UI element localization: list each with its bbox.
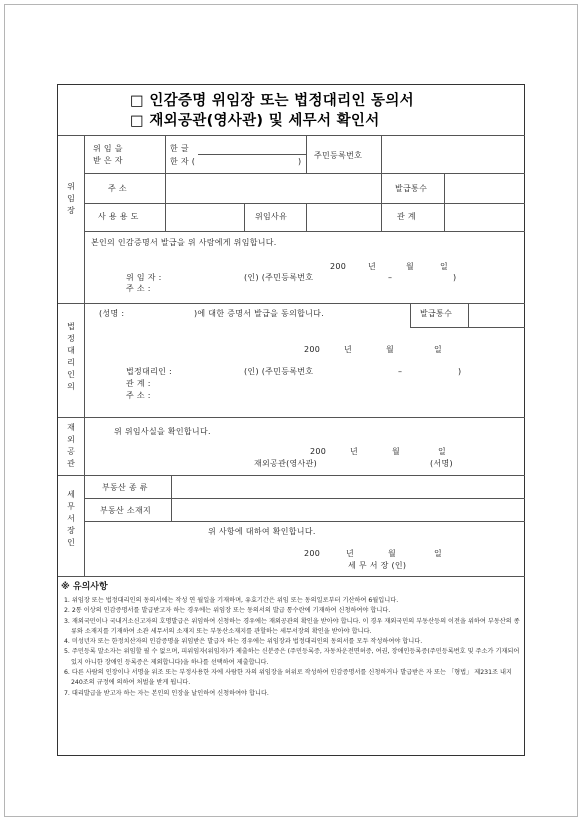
- consulate-date-month-unit: 월: [392, 447, 401, 456]
- delegator-dash: –: [388, 273, 393, 282]
- tax-statement: 위 사항에 대하여 확인합니다.: [208, 527, 316, 536]
- consulate-statement: 위 위임사실을 확인합니다.: [114, 427, 211, 436]
- consulate-side-label: 재외공관: [67, 423, 75, 468]
- legal-date-day-unit: 일: [434, 345, 443, 354]
- delegation-date-month-unit: 월: [406, 262, 415, 271]
- delegation-statement: 본인의 인감증명서 발급을 위 사람에게 위임합니다.: [91, 238, 277, 247]
- notes-title: ※ 유의사항: [61, 582, 108, 592]
- recipient-address-label: 주 소: [108, 184, 127, 193]
- legal-relation: 관 계 :: [126, 379, 151, 388]
- legal-close: ): [458, 367, 462, 376]
- hanja-name-label: 한 자 (: [170, 157, 196, 166]
- delegator-seal-rrn: (인) (주민등록번호: [244, 273, 314, 282]
- purpose-label: 사 용 용 도: [98, 212, 139, 221]
- consulate-date-day-unit: 일: [438, 447, 447, 456]
- legal-date-year: 200: [304, 345, 321, 354]
- notes-section: [61, 579, 523, 699]
- note-item: 7. 대리발급을 받고자 하는 자는 본인의 인장을 날인하여 신청하여야 합니다.: [64, 689, 269, 697]
- consulate-office: 재외공관(영사관): [254, 459, 318, 468]
- form-title-2: □ 재외공관(영사관) 및 세무서 확인서: [130, 113, 380, 129]
- recipient-label-2: 받 은 자: [93, 156, 123, 165]
- note-item: 2. 2통 이상의 인감증명서를 발급받고자 하는 경우에는 위임장 또는 동의서의 발급 통수란에 기재하여 신청하여야 합니다.: [64, 607, 391, 615]
- note-item: 6. 다른 사람의 인장이나 서명을 위조 또는 부정사용한 자에 사람한 자의 위임장을 허위로 작성하여 인감증명서를 신청하거나 발급받은 자 또는 「형법」 제231조 내지 240조의 규정에 의하여 처벌을 받게 됩니다.: [64, 669, 512, 687]
- tax-date-month-unit: 월: [388, 549, 397, 558]
- tax-date-day-unit: 일: [434, 549, 443, 558]
- legal-date-month-unit: 월: [386, 345, 395, 354]
- delegation-side-label: 위임장: [67, 182, 75, 215]
- note-item: 3. 재외국민이나 국내거소신고자의 호명발급은 위임하여 신청하는 경우에는 재외공관의 확인을 받아야 합니다. 이 경우 재외국민의 부동산등의 이전을 위하여 부동산의 종류와 소재지를 기재하여 소관 세무서의 소재지 또는 부동산소재지를 관할하는 세무서장의 확인을 받아야 합니다.: [64, 617, 520, 635]
- note-item: 4. 미성년자 또는 한정치산자의 인감증명을 위임받은 발급자 하는 경우에는 위임장과 법정대리인의 동의서를 모두 작성하여야 합니다.: [64, 638, 423, 646]
- legal-name-open: (성명 :: [99, 309, 125, 318]
- legal-side-label: 법정대리인의: [67, 322, 75, 391]
- property-type-label: 부동산 종 류: [102, 483, 148, 492]
- legal-agent-label: 법정대리인 :: [126, 367, 172, 376]
- legal-dash: –: [398, 367, 403, 376]
- form-title-1: □ 인감증명 위임장 또는 법정대리인 동의서: [130, 93, 414, 109]
- delegator-address: 주 소 :: [126, 284, 151, 293]
- hanja-close: ): [298, 157, 302, 166]
- legal-issue-count-label: 발급통수: [420, 309, 453, 318]
- legal-address: 주 소 :: [126, 391, 151, 400]
- tax-date-year-unit: 년: [346, 549, 355, 558]
- issue-count-label: 발급통수: [395, 184, 428, 193]
- recipient-label-1: 위 임 을: [93, 144, 123, 153]
- tax-side-label: 세무서장인: [67, 490, 75, 547]
- property-location-label: 부동산 소재지: [100, 506, 152, 515]
- note-item: 1. 위임장 또는 법정대리인의 동의서에는 작성 연 월일을 기재하며, 유효기간은 위임 또는 동의일로부터 기산하여 6월입니다.: [64, 597, 399, 604]
- delegation-date-year-unit: 년: [368, 262, 377, 271]
- consulate-date-year-unit: 년: [350, 447, 359, 456]
- korean-name-label: 한 글: [170, 144, 189, 153]
- consulate-date-year: 200: [310, 447, 327, 456]
- delegator-close: ): [453, 273, 457, 282]
- legal-date-year-unit: 년: [344, 345, 353, 354]
- consulate-sign: (서명): [430, 459, 453, 468]
- legal-statement: )에 대한 증명서 발급을 동의합니다.: [194, 309, 325, 318]
- note-item: 5. 주민등록 말소자는 위임할 필 수 없으며, 피위임자(위임자)가 제출하는 신분증은 (주민등록증, 자동차운전면허증, 여권, 장애인등록증(주민등록번호 및 주소가 기재되어 있지 아니한 장애인 등록증은 제외합니다)을 하나를 선택하여 제출합니다.: [64, 648, 520, 666]
- form-sheet: [57, 84, 525, 756]
- tax-date-year: 200: [304, 549, 321, 558]
- delegation-date-year: 200: [330, 262, 347, 271]
- delegation-date-day-unit: 일: [440, 262, 449, 271]
- reason-label: 위임사유: [255, 212, 288, 221]
- relation-label: 관 계: [397, 212, 416, 221]
- delegator-label: 위 임 자 :: [126, 273, 162, 282]
- recipient-rrn-label: 주민등록번호: [314, 151, 363, 160]
- tax-office: 세 무 서 장 (인): [348, 561, 407, 570]
- legal-seal-rrn: (인) (주민등록번호: [244, 367, 314, 376]
